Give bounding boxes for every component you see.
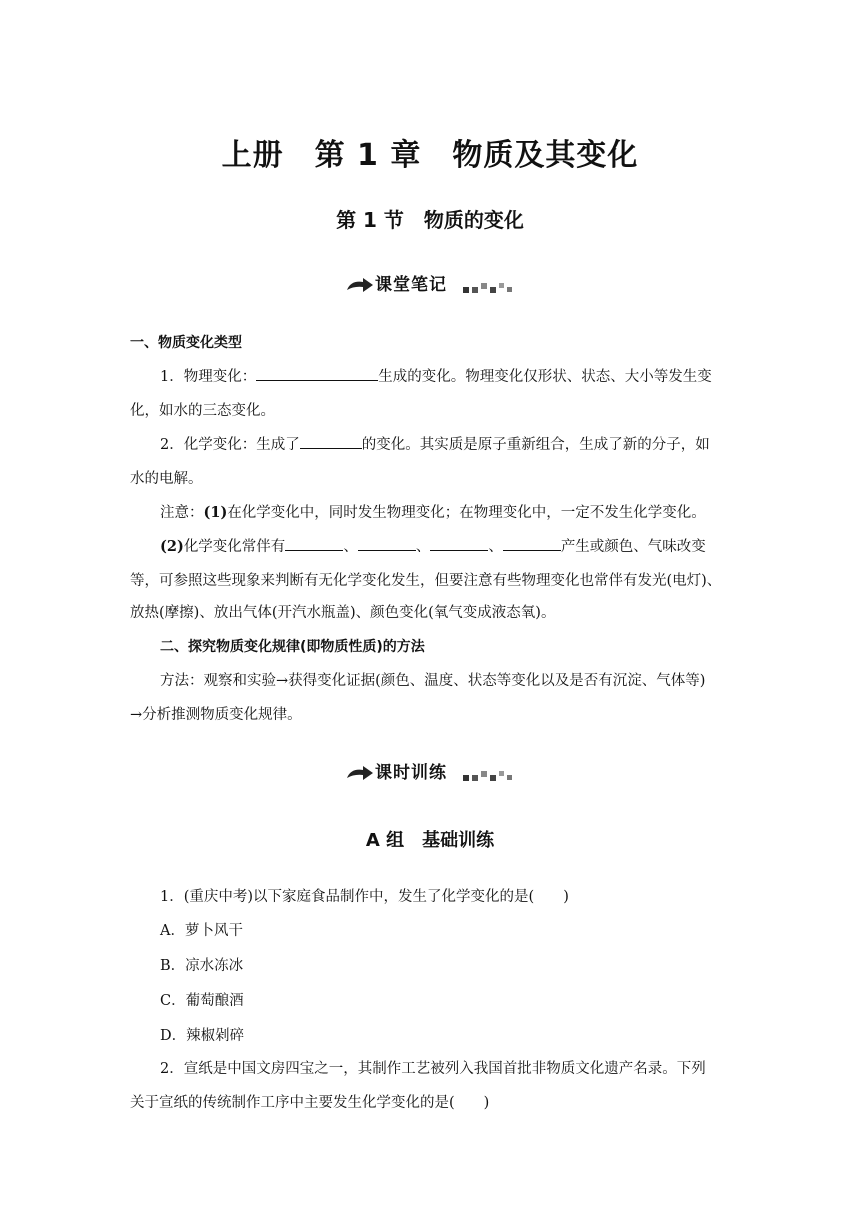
- text-span: 产生或颜色、气味改变: [560, 539, 706, 555]
- text-span: 生成的变化。物理变化仅形状、状态、大小等发生变: [378, 369, 712, 385]
- fill-blank: [256, 366, 378, 381]
- fill-blank: [300, 434, 362, 449]
- question-2-stem-cont: 关于宣纸的传统制作工序中主要发生化学变化的是( ): [130, 1095, 490, 1111]
- text-span: 在化学变化中，同时发生物理变化；在物理变化中，一定不发生化学变化。: [227, 505, 706, 521]
- text-span: 、: [415, 539, 431, 555]
- question-2-stem: 2．宣纸是中国文房四宝之一，其制作工艺被列入我国首批非物质文化遗产名录。下列: [160, 1061, 706, 1077]
- text-span: 的变化。其实质是原子重新组合，生成了新的分子，如: [361, 437, 710, 453]
- arrow-icon: [345, 764, 375, 782]
- fill-blank: [285, 536, 343, 551]
- question-1-option-a: A．萝卜风干: [160, 923, 243, 939]
- section-title: 第 1 节 物质的变化: [336, 208, 524, 232]
- question-1-option-b: B．凉水冻冰: [160, 958, 244, 974]
- fill-blank: [358, 536, 416, 551]
- fill-blank: [503, 536, 561, 551]
- fill-blank: [430, 536, 488, 551]
- note-2: [160, 536, 730, 558]
- question-1-stem: 1．(重庆中考)以下家庭食品制作中，发生了化学变化的是( ): [160, 889, 569, 905]
- text-span: (1): [203, 504, 228, 521]
- text-span: (2): [160, 538, 184, 555]
- chapter-title: 上册 第 1 章 物质及其变化: [221, 138, 639, 173]
- text-span: 化学变化常伴有: [183, 539, 286, 555]
- text-span: 2．化学变化：生成了: [160, 437, 300, 453]
- question-1-option-c: C．葡萄酿酒: [160, 993, 244, 1009]
- heading-exploration-method: 二、探究物质变化规律(即物质性质)的方法: [160, 639, 425, 655]
- arrow-icon: [345, 276, 375, 294]
- method-line-2: →分析推测物质变化规律。: [130, 707, 302, 723]
- text-span: 注意：: [160, 505, 204, 521]
- training-banner-label: 课时训练: [375, 763, 447, 783]
- paragraph-physical-change-cont: 化，如水的三态变化。: [130, 403, 275, 419]
- training-banner: [345, 760, 515, 786]
- notes-banner-label: 课堂笔记: [375, 275, 447, 295]
- dots-decoration-icon: [463, 280, 513, 294]
- text-span: 、: [488, 539, 503, 555]
- paragraph-chemical-change-cont: 水的电解。: [130, 471, 203, 487]
- dots-decoration-icon: [463, 768, 513, 782]
- notes-banner: [345, 272, 515, 298]
- text-span: 1．物理变化：: [160, 369, 257, 385]
- question-1-option-d: D．辣椒剁碎: [160, 1028, 245, 1044]
- note-1: [160, 502, 730, 524]
- note-2-cont-2: 放热(摩擦)、放出气体(开汽水瓶盖)、颜色变化(氧气变成液态氧)。: [130, 605, 556, 621]
- heading-material-change-types: 一、物质变化类型: [130, 335, 242, 351]
- group-a-title: A 组 基础训练: [365, 830, 495, 851]
- text-span: 、: [343, 539, 358, 555]
- paragraph-physical-change: [160, 366, 730, 388]
- method-line-1: 方法：观察和实验→获得变化证据(颜色、温度、状态等变化以及是否有沉淀、气体等): [160, 673, 706, 689]
- paragraph-chemical-change: [160, 434, 730, 456]
- note-2-cont-1: 等，可参照这些现象来判断有无化学变化发生，但要注意有些物理变化也常伴有发光(电灯)、: [130, 573, 722, 589]
